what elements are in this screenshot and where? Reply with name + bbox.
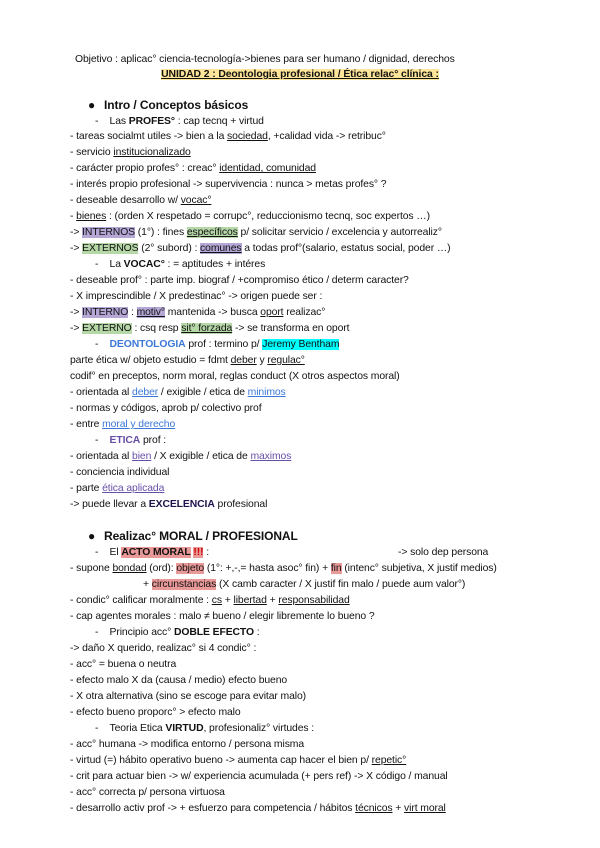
text-line: -> solo dep persona: [398, 547, 489, 558]
text-line: - entre moral y derecho: [70, 419, 176, 430]
text-line: - deseable prof° : parte imp. biograf / +compromiso ético / determ caracter?: [70, 275, 409, 286]
text-line: - acc° humana -> modifica entorno / persona misma: [70, 739, 305, 750]
objective-line: Objetivo : aplicac° ciencia-tecnología->bienes para ser humano / dignidad, derechos: [75, 54, 455, 65]
text-line: - bienes : (orden X respetado = corrupc°, reduccionismo tecnq, soc expertos …): [70, 211, 430, 222]
text-line: - orientada al bien / X exigible / etica de maximos: [70, 451, 292, 462]
text-line: - X otra alternativa (sino se escoge para evitar malo): [70, 691, 307, 702]
text-line: - crit para actuar bien -> w/ experiencia acumulada (+ pers ref) -> X código / manual: [70, 771, 448, 782]
section-heading-intro: ● Intro / Conceptos básicos: [88, 98, 249, 112]
deontologia-heading: - DEONTOLOGIA prof : termino p/ Jeremy Bentham: [95, 339, 340, 350]
text-line: - supone bondad (ord): objeto (1°: +,-,= hasta asoc° fin) + fin (intenc° subjetiva, X justif medios): [70, 563, 497, 574]
text-line: + circunstancias (X camb caracter / X justif fin malo / puede aum valor°): [143, 579, 466, 590]
text-line: -> INTERNO : motiv° mantenida -> busca oport realizac°: [70, 307, 326, 318]
unit-title: UNIDAD 2 : Deontologia profesional / Ética relac° clínica :: [161, 69, 439, 80]
etica-heading: - ETICA prof :: [95, 435, 167, 446]
text-line: - virtud (=) hábito operativo bueno -> aumenta cap hacer el bien p/ repetic°: [70, 755, 407, 766]
text-line: - orientada al deber / exigible / etica de minimos: [70, 387, 286, 398]
text-line: - condic° calificar moralmente : cs + libertad + responsabilidad: [70, 595, 350, 606]
text-line: - parte ética aplicada: [70, 483, 165, 494]
vocac-heading: - La VOCAC° : = aptitudes + intéres: [95, 259, 266, 270]
text-line: - desarrollo activ prof -> + esfuerzo para competencia / hábitos técnicos + virt moral: [70, 803, 446, 814]
section-heading-realizacion: ● Realizac° MORAL / PROFESIONAL: [88, 529, 298, 543]
text-line: -> puede llevar a EXCELENCIA profesional: [70, 499, 268, 510]
text-line: -> EXTERNO : csq resp sit° forzada -> se transforma en oport: [70, 323, 350, 334]
bullet-icon: ●: [88, 529, 96, 543]
text-line: - X imprescindible / X predestinac° -> origen puede ser :: [70, 291, 323, 302]
text-line: parte ética w/ objeto estudio = fdmt deber y regulac°: [70, 355, 305, 366]
text-line: - servicio institucionalizado: [70, 147, 191, 158]
text-line: - normas y códigos, aprob p/ colectivo prof: [70, 403, 262, 414]
text-line: - deseable desarrollo w/ vocac°: [70, 195, 212, 206]
alert-mark: !!!: [193, 547, 204, 558]
text-line: -> EXTERNOS (2° subord) : comunes a todas prof°(salario, estatus social, poder …): [70, 243, 451, 254]
text-line: - conciencia individual: [70, 467, 170, 478]
acto-moral-heading: - El ACTO MORAL !!! :: [95, 547, 210, 558]
text-line: -> INTERNOS (1°) : fines específicos p/ solicitar servicio / excelencia y autorrealiz°: [70, 227, 442, 238]
bullet-icon: ●: [88, 98, 96, 112]
text-line: codif° en preceptos, norm moral, reglas conduct (X otros aspectos moral): [70, 371, 400, 382]
virtud-heading: - Teoria Etica VIRTUD, profesionaliz° virtudes :: [95, 723, 315, 734]
text-line: - efecto malo X da (causa / medio) efecto bueno: [70, 675, 288, 686]
text-line: - acc° = buena o neutra: [70, 659, 177, 670]
text-line: - interés propio profesional -> supervivencia : nunca > metas profes° ?: [70, 179, 387, 190]
text-line: - efecto bueno proporc° > efecto malo: [70, 707, 241, 718]
text-line: - carácter propio profes° : creac° identidad, comunidad: [70, 163, 316, 174]
profes-heading: - Las PROFES° : cap tecnq + virtud: [95, 116, 264, 127]
text-line: - acc° correcta p/ persona virtuosa: [70, 787, 225, 798]
doble-efecto-heading: - Principio acc° DOBLE EFECTO :: [95, 627, 260, 638]
text-line: - cap agentes morales : malo ≠ bueno / elegir libremente lo bueno ?: [70, 611, 375, 622]
text-line: - tareas socialmt utiles -> bien a la sociedad, +calidad vida -> retribuc°: [70, 131, 386, 142]
text-line: -> daño X querido, realizac° si 4 condic° :: [70, 643, 257, 654]
